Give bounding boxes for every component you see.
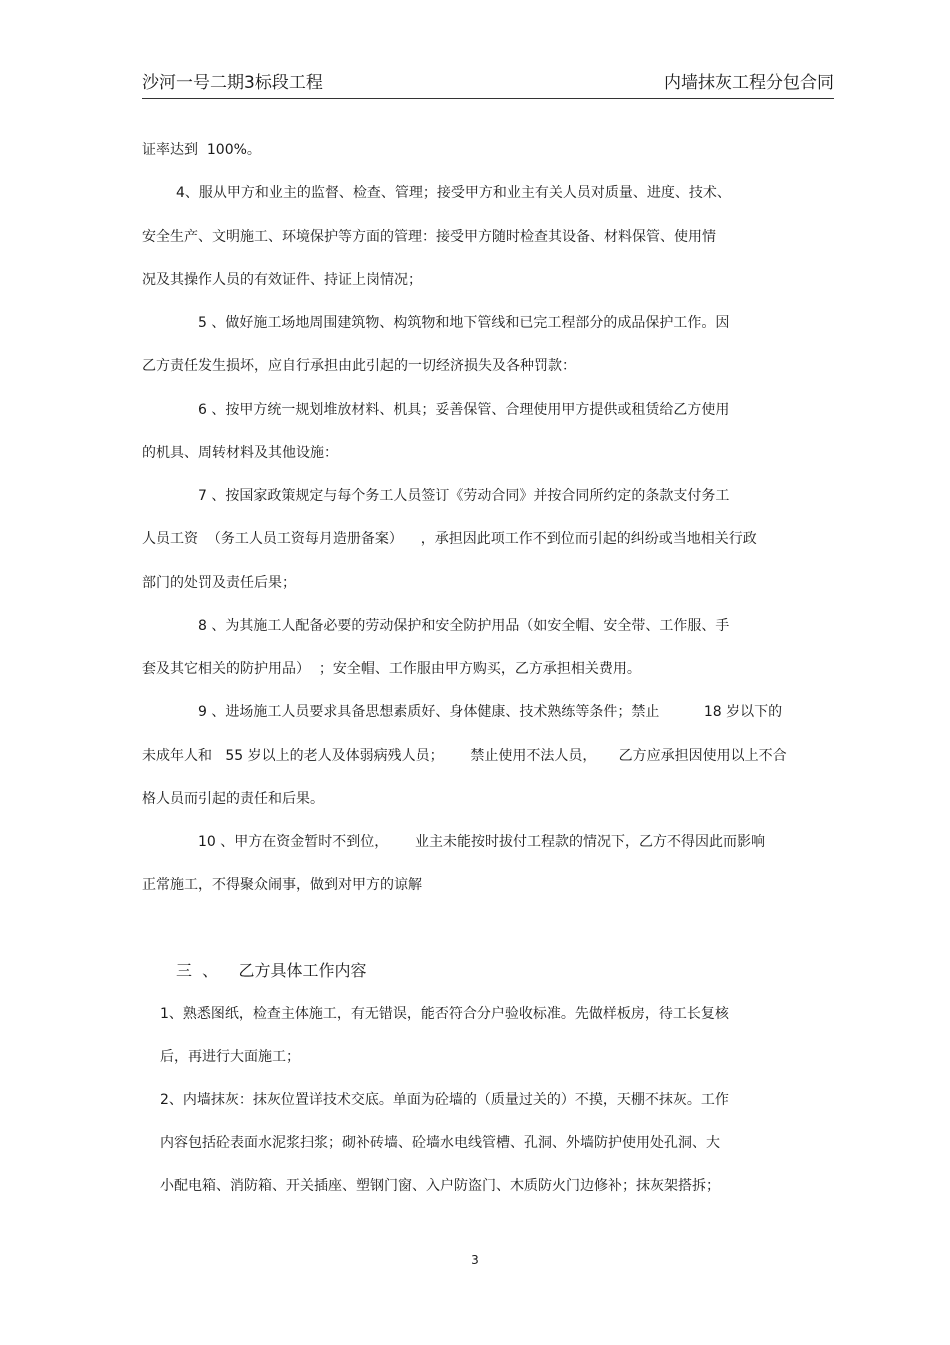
text-line: 9 、进场施工人员要求具备思想素质好、身体健康、技术熟练等条件；禁止 18 岁以下的 [198, 704, 783, 720]
text-line: 套及其它相关的防护用品） ；安全帽、工作服由甲方购买，乙方承担相关费用。 [142, 661, 641, 677]
page-header [142, 64, 834, 99]
text-line: 10 、甲方在资金暂时不到位， 业主未能按时拔付工程款的情况下，乙方不得因此而影响 [198, 834, 765, 850]
text-line: 的机具、周转材料及其他设施： [142, 445, 338, 461]
text-line: 人员工资 （务工人员工资每月造册备案） ，承担因此项工作不到位而引起的纠纷或当地相关行政 [142, 531, 757, 547]
page-number: 3 [471, 1253, 479, 1267]
text-line: 未成年人和 55 岁以上的老人及体弱病残人员； 禁止使用不法人员， 乙方应承担因使用以上不合 [142, 748, 787, 764]
text-line: 正常施工，不得聚众闹事，做到对甲方的谅解 [142, 877, 422, 893]
text-line: 内容包括砼表面水泥浆扫浆；砌补砖墙、砼墙水电线管槽、孔洞、外墙防护使用处孔洞、大 [160, 1135, 720, 1151]
text-line: 1、熟悉图纸，检查主体施工，有无错误，能否符合分户验收标准。先做样板房，待工长复核 [160, 1006, 729, 1022]
text-line: 安全生产、文明施工、环境保护等方面的管理：接受甲方随时检查其设备、材料保管、使用情 [142, 229, 716, 245]
text-line: 证率达到 100%。 [142, 142, 261, 158]
text-line: 8 、为其施工人配备必要的劳动保护和安全防护用品（如安全帽、安全带、工作服、手 [198, 618, 730, 634]
header-contract-title: 内墙抹灰工程分包合同 [664, 73, 834, 93]
text-line: 6 、按甲方统一规划堆放材料、机具；妥善保管、合理使用甲方提供或租赁给乙方使用 [198, 402, 730, 418]
text-line: 部门的处罚及责任后果； [142, 575, 296, 591]
section-heading: 三 、 乙方具体工作内容 [176, 961, 367, 980]
text-line: 5 、做好施工场地周围建筑物、构筑物和地下管线和已完工程部分的成品保护工作。因 [198, 315, 730, 331]
text-line: 格人员而引起的责任和后果。 [142, 791, 324, 807]
text-line: 2、内墙抹灰：抹灰位置详技术交底。单面为砼墙的（质量过关的）不摸，天棚不抹灰。工作 [160, 1092, 729, 1108]
text-line: 后，再进行大面施工； [160, 1049, 300, 1065]
text-line: 4、服从甲方和业主的监督、检查、管理；接受甲方和业主有关人员对质量、进度、技术、 [176, 185, 731, 201]
text-line: 7 、按国家政策规定与每个务工人员签订《劳动合同》并按合同所约定的条款支付务工 [198, 488, 730, 504]
text-line: 小配电箱、消防箱、开关插座、塑钢门窗、入户防盗门、木质防火门边修补；抹灰架搭拆； [160, 1178, 720, 1194]
text-line: 乙方责任发生损坏，应自行承担由此引起的一切经济损失及各种罚款： [142, 358, 576, 374]
header-project-name: 沙河一号二期3标段工程 [142, 73, 323, 93]
text-line: 况及其操作人员的有效证件、持证上岗情况； [142, 272, 422, 288]
